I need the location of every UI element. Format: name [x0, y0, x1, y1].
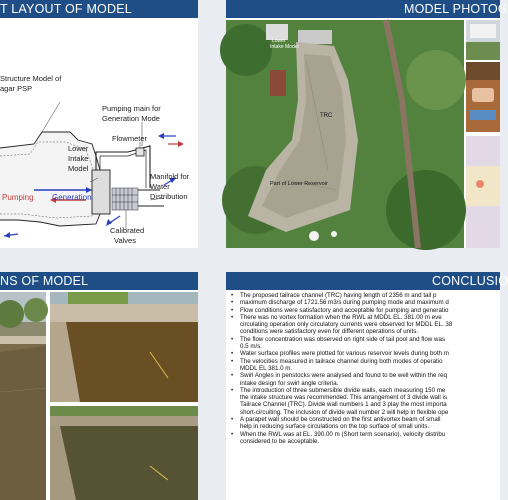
photo-label-lower-reservoir: Part of Lower Reservoir — [270, 181, 328, 187]
label-manifold-3: Distribution — [150, 192, 188, 201]
site-photo-top-right — [50, 292, 198, 402]
label-manifold-1: Manifold for — [150, 172, 190, 181]
conclusion-continuation: short-circuiting. The inclusion of divide wall number 2 will help in flexible ope — [240, 408, 449, 416]
views-panel — [0, 272, 198, 500]
site-photo-bottom-right — [50, 406, 198, 500]
label-pumping-main-1: Pumping main for — [102, 104, 161, 113]
conclusions-panel-title: CONCLUSIO — [226, 272, 500, 290]
conclusions-list — [226, 292, 500, 445]
label-pumping-arrow: Pumping — [2, 193, 34, 202]
conclusion-continuation: MDDL EL 381.0 m. — [240, 364, 293, 372]
detail-photo-bottom — [466, 136, 500, 248]
conclusion-bullet: • The proposed tailrace channel (TRC) having length of 2356 m and tail p — [240, 292, 500, 299]
conclusion-bullet: • There was no vortex formation when the RWL at MDDL EL. 381.00 m eve — [240, 314, 500, 321]
conclusion-bullet: • The velocities measured in tailrace channel during both modes of operatio — [240, 358, 500, 365]
conclusion-continuation: circulating operation only circulatory currents were observed for MDDL EL. 38 — [240, 321, 453, 329]
conclusion-continuation: Tailrace Channel (TRC). Divide wall numbers 1 and 3 play the most importa — [240, 401, 447, 409]
conclusion-bullet: • The flow concentration was observed on right side of tail pool and flow was — [240, 336, 500, 343]
photo-label-lower-intake-1: Lower — [272, 38, 286, 44]
label-generation-arrow: Generation — [52, 193, 92, 202]
label-lower-intake-2: Intake — [68, 154, 89, 163]
photos-panel — [226, 0, 508, 248]
aerial-photo — [226, 20, 464, 248]
layout-panel-title: T LAYOUT OF MODEL — [0, 0, 198, 18]
label-structure-1: Structure Model of — [0, 74, 62, 83]
conclusion-bullet: • maximum discharge of 1721.56 m3/s during pumping mode and maximum d — [240, 299, 500, 306]
conclusion-bullet: • Water surface profiles were plotted for various reservoir levels during both m — [240, 350, 500, 357]
photo-label-trc: TRC — [320, 113, 333, 119]
site-photo-left — [0, 292, 46, 500]
label-lower-intake-3: Model — [68, 164, 89, 173]
conclusion-continuation: intake design for swirl angle criteria. — [240, 379, 339, 387]
label-lower-intake-1: Lower — [68, 144, 89, 153]
conclusion-bullet: • The introduction of three submersible divide walls, each measuring 150 me — [240, 387, 500, 394]
label-pumping-main-2: Generation Mode — [102, 114, 160, 123]
label-calibrated-1: Calibrated — [110, 226, 145, 235]
conclusion-continuation: 0.5 m/s. — [240, 343, 263, 351]
conclusion-bullet: • A parapet wall should be constructed on the first antivortex beam of small — [240, 416, 500, 423]
conclusion-bullet: • Flow conditions were satisfactory and acceptable for pumping and generatio — [240, 307, 500, 314]
layout-panel — [0, 0, 198, 248]
conclusion-continuation: the intake structure was recommended. This arrangement of 3 divide wall is — [240, 394, 447, 402]
photo-label-lower-intake-2: Intake Model — [270, 44, 299, 50]
label-manifold-2: Water — [150, 182, 170, 191]
conclusions-panel — [226, 272, 508, 500]
detail-photo-middle — [466, 62, 500, 132]
label-flowmeter: Flowmeter — [112, 134, 148, 143]
label-calibrated-2: Valves — [114, 236, 136, 245]
layout-diagram — [0, 20, 198, 248]
conclusion-continuation: considered to be acceptable. — [240, 437, 320, 445]
conclusion-continuation: help in reducing surface circulations on the top surface of small units. — [240, 423, 430, 431]
conclusion-bullet: • Swirl Angles in penstocks were analysed and found to be well within the req — [240, 372, 500, 379]
label-structure-2: agar PSP — [0, 84, 33, 93]
photos-panel-title: MODEL PHOTOG — [226, 0, 500, 18]
views-panel-title: NS OF MODEL — [0, 272, 198, 290]
detail-photo-top — [466, 20, 500, 60]
conclusion-bullet: • When the RWL was at EL. 390.00 m (Short term scenario), velocity distribu — [240, 431, 500, 438]
conclusion-continuation: conditions were satisfactory even for different operations of units. — [240, 328, 419, 336]
